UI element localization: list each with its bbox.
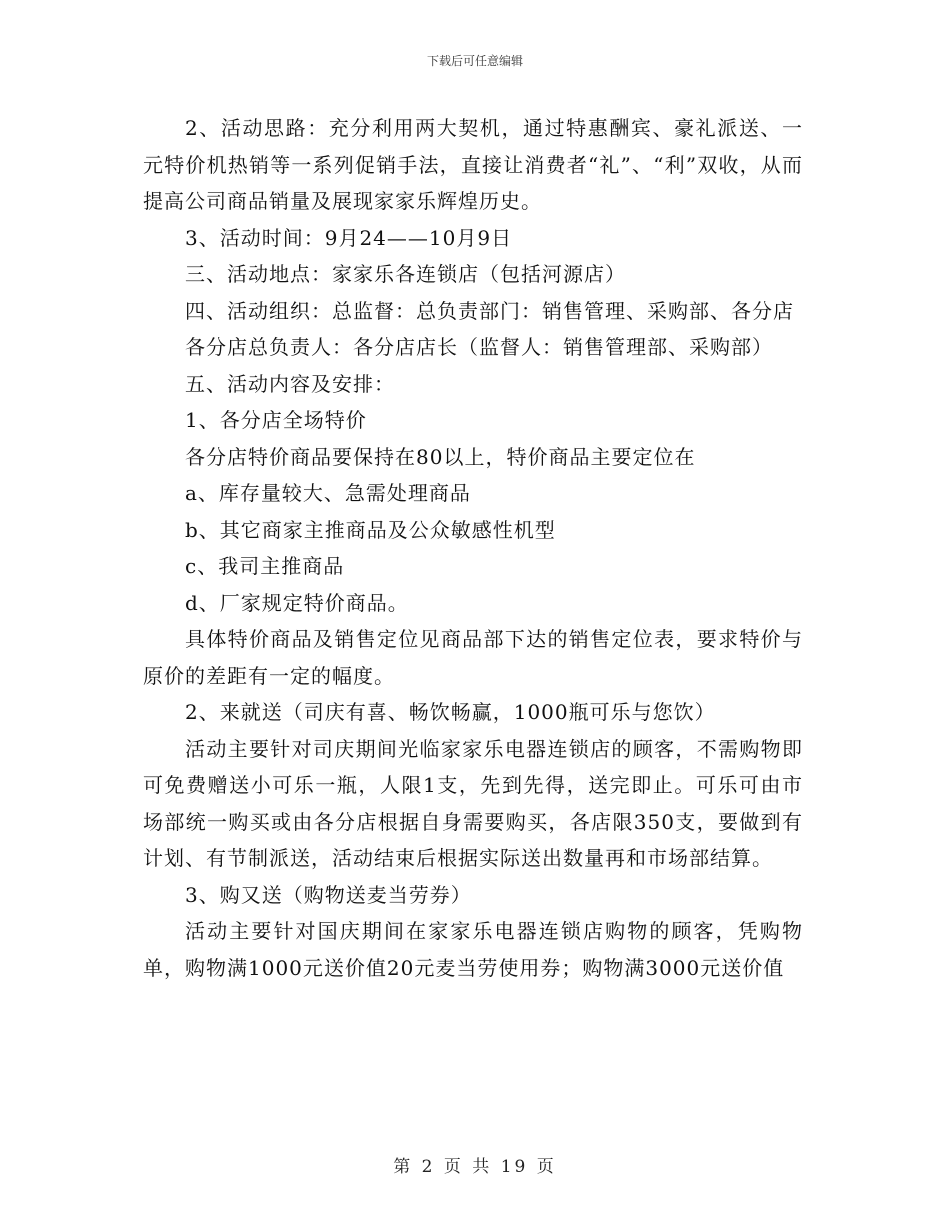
paragraph-voucher-giveaway: 活动主要针对国庆期间在家家乐电器连锁店购物的顾客，凭购物单，购物满1000元送价值20元麦当劳使用券；购物满3000元送价值 bbox=[143, 919, 803, 980]
paragraph-item-three-heading: 3、购又送（购物送麦当劳券） bbox=[185, 882, 472, 907]
paragraph-branch-manager: 各分店总负责人：各分店店长（监督人：销售管理部、采购部） bbox=[185, 335, 773, 359]
list-item-b: b、其它商家主推商品及公众敏感性机型 bbox=[185, 517, 556, 542]
list-item-c: c、我司主推商品 bbox=[185, 554, 345, 578]
paragraph-activity-time: 3、活动时间：9月24——10月9日 bbox=[185, 225, 513, 250]
document-body bbox=[143, 110, 803, 986]
paragraph-activity-location: 三、活动地点：家家乐各连锁店（包括河源店） bbox=[185, 262, 626, 286]
paragraph-pricing-detail: 具体特价商品及销售定位见商品部下达的销售定位表，要求特价与原价的差距有一定的幅度。 bbox=[143, 627, 803, 688]
paragraph-activity-organization: 四、活动组织：总监督：总负责部门：销售管理、采购部、各分店 bbox=[185, 298, 794, 323]
page-header: 下载后可任意编辑 bbox=[426, 54, 523, 68]
paragraph-item-two-heading: 2、来就送（司庆有喜、畅饮畅赢，1000瓶可乐与您饮） bbox=[185, 700, 716, 724]
list-item-a: a、库存量较大、急需处理商品 bbox=[185, 481, 471, 505]
paragraph-item-one-heading: 1、各分店全场特价 bbox=[185, 408, 367, 432]
list-item-d: d、厂家规定特价商品。 bbox=[185, 590, 409, 615]
page-number-footer: 第 2 页 共 19 页 bbox=[393, 1157, 557, 1177]
paragraph-section-five-heading: 五、活动内容及安排： bbox=[185, 371, 395, 396]
paragraph-activity-idea: 2、活动思路：充分利用两大契机，通过特惠酬宾、豪礼派送、一元特价机热销等一系列促销手法，直接让消费者“礼”、“利”双收，从而提高公司商品销量及展现家家乐辉煌历史。 bbox=[143, 116, 803, 213]
paragraph-cola-giveaway: 活动主要针对司庆期间光临家家乐电器连锁店的顾客，不需购物即可免费赠送小可乐一瓶，人限1支，先到先得，送完即止。可乐可由市场部统一购买或由各分店根据自身需要购买，各店限350支，要做到有计划、有节制派送，活动结束后根据实际送出数量再和市场部结算。 bbox=[143, 736, 803, 870]
paragraph-special-price-requirement: 各分店特价商品要保持在80以上，特价商品主要定位在 bbox=[185, 444, 696, 469]
